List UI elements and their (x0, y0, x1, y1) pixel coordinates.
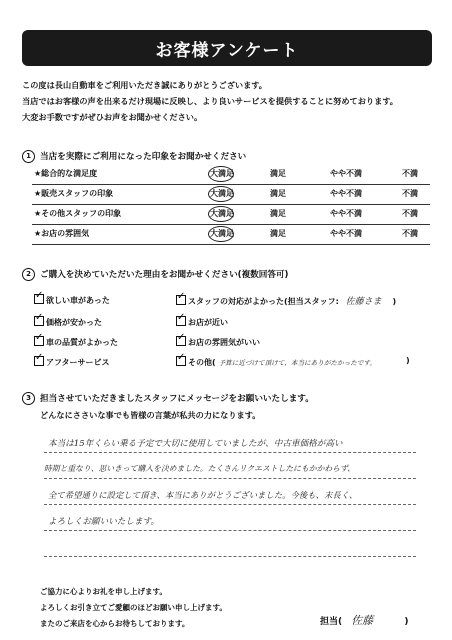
message-rule (44, 452, 416, 453)
reason-option-cheap-price[interactable] (34, 312, 102, 328)
checkbox[interactable] (34, 332, 44, 346)
reason-option-car-quality[interactable] (34, 332, 118, 348)
footer-line-2: よろしくお引き立てご愛顧のほどお願い申し上げます。 (40, 603, 227, 612)
section2-number: 2 (22, 268, 35, 281)
check-mark-icon: ✓ (177, 332, 186, 343)
staff-paren-close: ) (404, 617, 409, 627)
checkbox[interactable] (34, 352, 44, 366)
reason-option-label: 車の品質がよかった (46, 338, 118, 347)
reason-option-label: アフターサービス (46, 358, 110, 367)
handwritten-other-reason: 予算に近づけて頂けて、本当にありがたかったです。 (218, 359, 377, 367)
checkbox[interactable] (176, 332, 186, 346)
paren-close: ) (392, 297, 397, 306)
rating-item-label: ★総合的な満足度 (34, 169, 98, 178)
intro-line-1: この度は長山自動車をご利用いただき誠にありがとうございます。 (22, 80, 267, 90)
section3-number: 3 (22, 392, 35, 405)
check-mark-icon: ✓ (177, 352, 186, 363)
rating-option-satisfied[interactable]: 満足 (270, 209, 286, 218)
message-line-3: 全て希望通りに設定して頂き、本当にありがとうございました。今後も、末長く、 (48, 490, 358, 500)
staff-label: 担当( (320, 617, 343, 627)
check-mark-icon: ✓ (35, 332, 44, 343)
check-mark-icon: ✓ (177, 312, 186, 323)
rating-option-satisfied[interactable]: 満足 (270, 189, 286, 198)
checkbox[interactable] (176, 352, 186, 366)
checkbox[interactable] (176, 312, 186, 326)
rating-row-atmosphere (32, 224, 430, 245)
rating-option-very-satisfied[interactable]: 大満足 (210, 189, 234, 198)
section3-heading (22, 392, 314, 405)
reason-option-store-nearby[interactable] (176, 312, 228, 328)
rating-option-somewhat-dissatisfied[interactable]: やや不満 (330, 169, 362, 178)
rating-option-satisfied[interactable]: 満足 (270, 229, 286, 238)
rating-item-label: ★その他スタッフの印象 (34, 209, 122, 218)
section3-subtitle: どんなにささいな事でも皆様の言葉が私共の力になります。 (40, 410, 261, 420)
rating-item-label: ★販売スタッフの印象 (34, 189, 114, 198)
rating-option-somewhat-dissatisfied[interactable]: やや不満 (330, 189, 362, 198)
intro-line-3: 大変お手数ですがぜひお声をお聞かせください。 (22, 112, 203, 122)
section1-heading (22, 150, 246, 163)
checkbox[interactable] (34, 290, 44, 304)
footer-line-1: ご協力に心よりお礼を申し上げます。 (40, 587, 167, 596)
section1-number: 1 (22, 150, 35, 163)
message-rule (44, 504, 416, 505)
reason-option-wanted-car[interactable] (34, 290, 110, 306)
intro-line-2: 当店ではお客様の声を出来るだけ現場に反映し、より良いサービスを提供することに努めております。 (22, 96, 398, 106)
reason-option-label: スタッフの対応がよかった(担当スタッフ: (188, 297, 339, 306)
rating-item-label: ★お店の雰囲気 (34, 229, 90, 238)
reason-option-after-service[interactable] (34, 352, 110, 368)
footer-line-3: またのご来店を心からお待ちしております。 (40, 619, 190, 628)
rating-row-sales-staff (32, 184, 430, 205)
message-rule (44, 530, 416, 531)
rating-option-very-satisfied[interactable]: 大満足 (210, 229, 234, 238)
reason-option-label: 価格が安かった (46, 318, 102, 327)
reason-option-label: お店の雰囲気がいい (188, 338, 260, 347)
reason-option-label: お店が近い (188, 318, 228, 327)
message-rule (44, 478, 416, 479)
rating-option-dissatisfied[interactable]: 不満 (402, 169, 418, 178)
rating-option-somewhat-dissatisfied[interactable]: やや不満 (330, 209, 362, 218)
reason-option-store-atmosphere[interactable] (176, 332, 260, 348)
rating-option-dissatisfied[interactable]: 不満 (402, 189, 418, 198)
section1-title: 当店を実際にご利用になった印象をお聞かせください (40, 152, 247, 162)
section3-title: 担当させていただきましたスタッフにメッセージをお願いいたします。 (40, 394, 314, 404)
rating-option-dissatisfied[interactable]: 不満 (402, 229, 418, 238)
page-title: お客様アンケート (155, 40, 299, 61)
message-rule (44, 556, 416, 557)
reason-option-label: その他( (188, 358, 216, 367)
message-line-4: よろしくお願いいたします。 (48, 517, 160, 527)
paren-close: ) (406, 356, 410, 365)
checkbox[interactable] (34, 312, 44, 326)
check-mark-icon: ✓ (35, 352, 44, 363)
section2-heading (22, 268, 288, 281)
check-mark-icon: ✓ (177, 291, 186, 302)
handwritten-staff-signature: 佐藤 (351, 614, 374, 627)
rating-option-dissatisfied[interactable]: 不満 (402, 209, 418, 218)
section2-title: ご購入を決めていただいた理由をお聞かせください(複数回答可) (40, 270, 289, 280)
reason-option-label: 欲しい車があった (46, 296, 110, 305)
reason-option-staff-response[interactable] (176, 291, 397, 307)
rating-option-very-satisfied[interactable]: 大満足 (210, 209, 234, 218)
handwritten-staff-name: 佐藤さま (345, 297, 382, 307)
survey-title-bar (22, 30, 432, 66)
message-line-2: 時期と重なり、思いきって購入を決めました。たくさんリクエストしたにもかかわらず、 (44, 464, 355, 473)
message-line-1: 本当は15年くらい乗る予定で大切に使用していましたが、中古車価格が高い (48, 439, 343, 449)
check-mark-icon: ✓ (35, 290, 44, 301)
staff-field (320, 612, 409, 628)
rating-row-overall (32, 164, 430, 185)
reason-option-other[interactable] (176, 352, 410, 368)
checkbox[interactable] (176, 291, 186, 305)
rating-row-other-staff (32, 204, 430, 225)
rating-option-very-satisfied[interactable]: 大満足 (210, 169, 234, 178)
rating-option-satisfied[interactable]: 満足 (270, 169, 286, 178)
check-mark-icon: ✓ (35, 312, 44, 323)
rating-option-somewhat-dissatisfied[interactable]: やや不満 (330, 229, 362, 238)
